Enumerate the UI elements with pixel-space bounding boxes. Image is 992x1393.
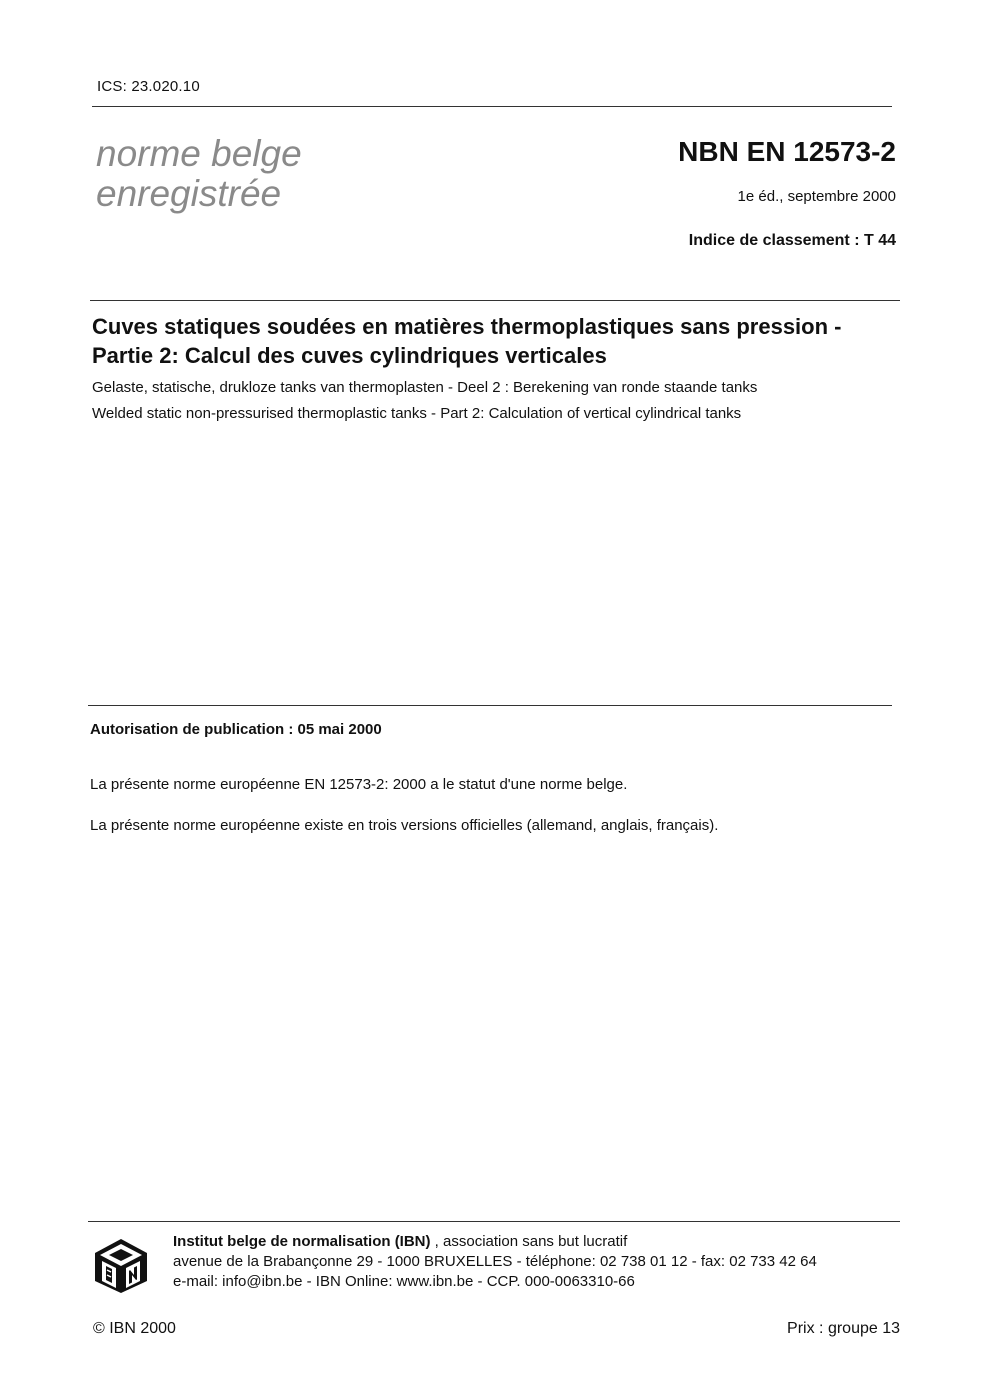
norme-line-1: norme belge <box>96 133 302 174</box>
status-paragraph: La présente norme européenne EN 12573-2: 2000 a le statut d'une norme belge. <box>90 776 628 793</box>
institute-name: Institut belge de normalisation (IBN) <box>173 1233 431 1250</box>
title-line-2: Partie 2: Calcul des cuves cylindriques verticales <box>92 343 607 368</box>
institute-suffix: , association sans but lucratif <box>430 1233 628 1250</box>
standard-code: NBN EN 12573-2 <box>678 136 896 167</box>
footer-divider <box>88 1221 900 1222</box>
norme-belge-heading <box>96 134 302 214</box>
publication-divider <box>88 705 892 706</box>
dutch-title: Gelaste, statische, drukloze tanks van thermoplasten - Deel 2 : Berekening van ronde staande tanks <box>92 379 758 396</box>
institute-contact: e-mail: info@ibn.be - IBN Online: www.ibn.be - CCP. 000-0063310-66 <box>173 1273 635 1290</box>
document-title <box>92 312 841 370</box>
institute-line <box>173 1232 817 1252</box>
top-divider <box>92 106 892 107</box>
english-title: Welded static non-pressurised thermoplastic tanks - Part 2: Calculation of vertical cylindrical tanks <box>92 405 742 422</box>
ics-code: ICS: 23.020.10 <box>97 78 200 95</box>
edition-date: 1e éd., septembre 2000 <box>737 188 896 205</box>
norme-line-2: enregistrée <box>96 173 282 214</box>
title-line-1: Cuves statiques soudées en matières thermoplastiques sans pression - <box>92 314 842 339</box>
copyright-notice: © IBN 2000 <box>93 1320 176 1337</box>
publication-authorisation: Autorisation de publication : 05 mai 2000 <box>90 721 382 738</box>
versions-paragraph: La présente norme européenne existe en trois versions officielles (allemand, anglais, français). <box>90 817 719 834</box>
ibn-logo-icon <box>92 1237 150 1295</box>
institute-address: avenue de la Brabançonne 29 - 1000 BRUXELLES - téléphone: 02 738 01 12 - fax: 02 733 42 64 <box>173 1253 817 1270</box>
price-group: Prix : groupe 13 <box>787 1320 900 1337</box>
classification-index: Indice de classement : T 44 <box>688 232 896 249</box>
title-divider <box>90 300 900 301</box>
ibn-contact-block <box>173 1232 817 1292</box>
